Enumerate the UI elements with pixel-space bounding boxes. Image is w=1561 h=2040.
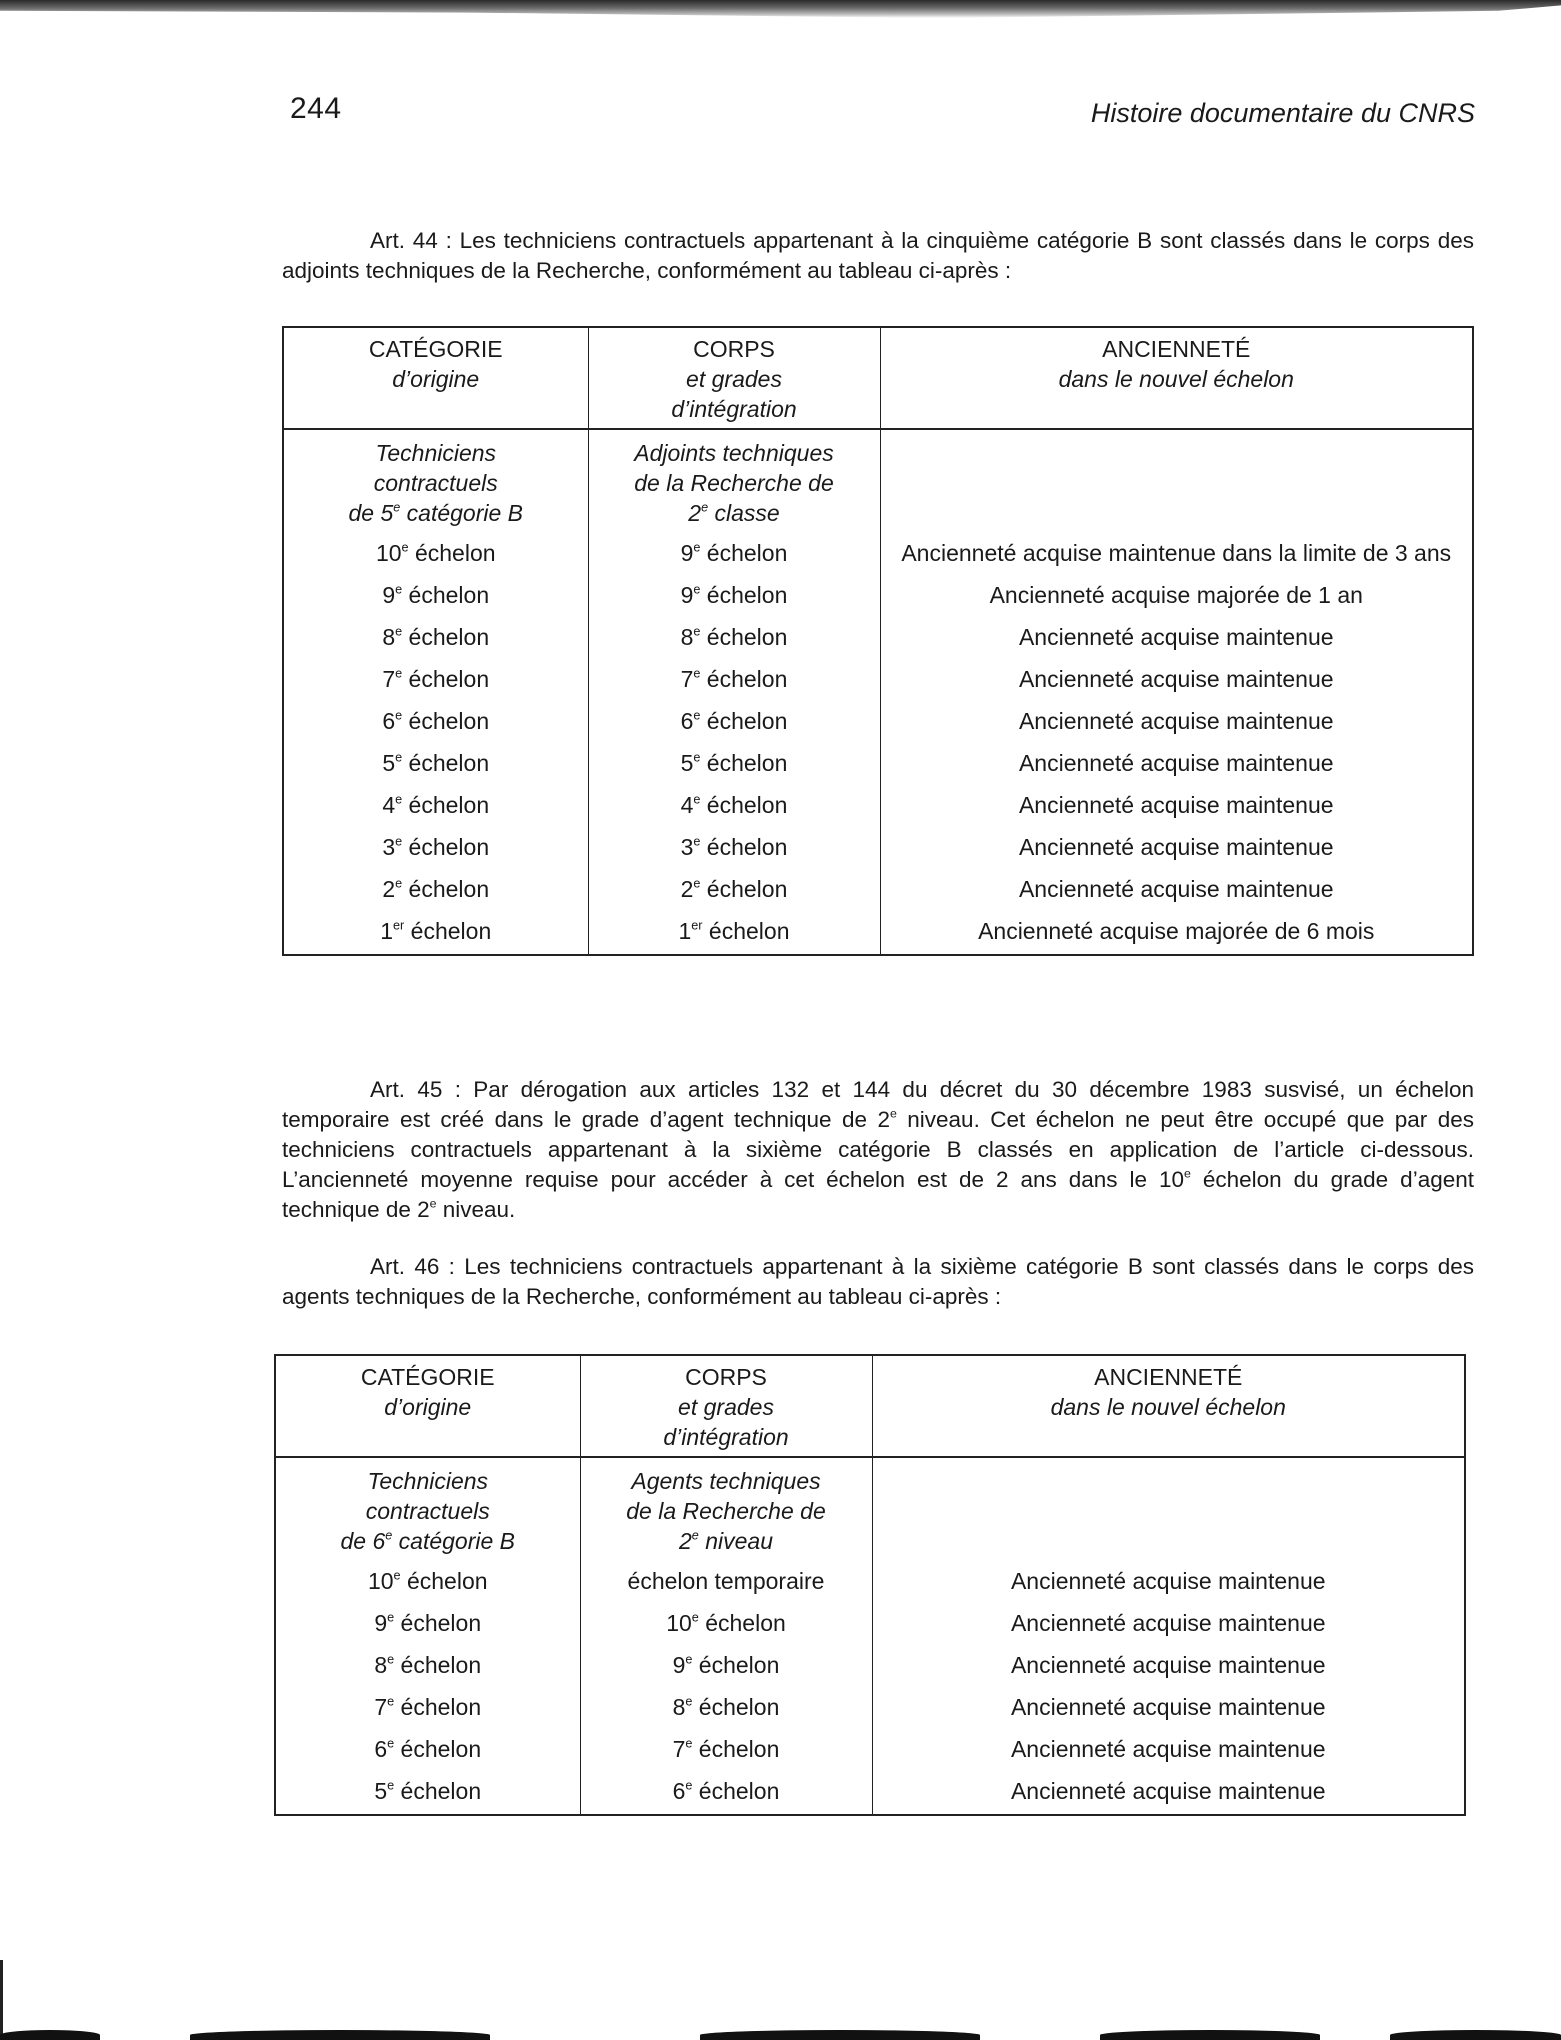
cell-corps: 1er échelon [588, 910, 880, 955]
header-corps: CORPS et grades d’intégration [588, 327, 880, 429]
cell-origin: 8e échelon [283, 616, 588, 658]
scan-edge-left [0, 1960, 3, 2040]
table-header-row [275, 1355, 1465, 1457]
cell-corps: 3e échelon [588, 826, 880, 868]
cell-origin: 6e échelon [275, 1728, 580, 1770]
cell-anciennete: Ancienneté acquise majorée de 6 mois [880, 910, 1473, 955]
scan-edge-bottom [0, 2030, 100, 2040]
cell-anciennete: Ancienneté acquise maintenue [872, 1560, 1465, 1602]
cell-origin: 5e échelon [275, 1770, 580, 1815]
scan-edge-bottom [700, 2030, 980, 2040]
cell-origin: 4e échelon [283, 784, 588, 826]
cell-origin: 10e échelon [275, 1560, 580, 1602]
cell-corps: 9e échelon [588, 532, 880, 574]
header-categorie: CATÉGORIE d’origine [283, 327, 588, 429]
page-number: 244 [290, 92, 342, 125]
cell-corps: 9e échelon [588, 574, 880, 616]
header-anciennete: ANCIENNETÉ dans le nouvel échelon [880, 327, 1473, 429]
cell-origin: 7e échelon [283, 658, 588, 700]
table-row [275, 1770, 1465, 1815]
group-anciennete [880, 429, 1473, 532]
article-44 [282, 226, 1474, 286]
scan-edge-bottom [190, 2030, 490, 2040]
cell-anciennete: Ancienneté acquise maintenue [872, 1728, 1465, 1770]
group-origin: Techniciens contractuels de 6e catégorie B [275, 1457, 580, 1560]
cell-origin: 9e échelon [283, 574, 588, 616]
cell-corps: 9e échelon [580, 1644, 872, 1686]
table-row [275, 1728, 1465, 1770]
cell-origin: 5e échelon [283, 742, 588, 784]
cell-corps: 10e échelon [580, 1602, 872, 1644]
table-row [283, 616, 1473, 658]
table-row [283, 826, 1473, 868]
group-origin: Techniciens contractuels de 5e catégorie B [283, 429, 588, 532]
cell-origin: 6e échelon [283, 700, 588, 742]
cell-anciennete: Ancienneté acquise maintenue [872, 1686, 1465, 1728]
cell-corps: 6e échelon [588, 700, 880, 742]
article-45: Art. 45 : Par dérogation aux articles 132 et 144 du décret du 30 décembre 1983 susvisé, un échelon temporaire est créé dans le grade d’agent technique de 2e niveau. Cet échelon ne peut être occupé que par des techniciens contractuels appartenant à la sixième catégorie B classés en application de l’article ci-dessous. L’ancienneté moyenne requise pour accéder à cet échelon est de 2 ans dans le 10e échelon du grade d’agent technique de 2e niveau. [282, 1077, 1474, 1222]
cell-anciennete: Ancienneté acquise maintenue [880, 616, 1473, 658]
cell-anciennete: Ancienneté acquise maintenue [880, 868, 1473, 910]
cell-corps: 8e échelon [580, 1686, 872, 1728]
cell-anciennete: Ancienneté acquise maintenue [872, 1644, 1465, 1686]
table-row [283, 700, 1473, 742]
cell-corps: 5e échelon [588, 742, 880, 784]
cell-corps: 8e échelon [588, 616, 880, 658]
cell-anciennete: Ancienneté acquise maintenue dans la limite de 3 ans [880, 532, 1473, 574]
cell-corps: 2e échelon [588, 868, 880, 910]
cell-corps: 4e échelon [588, 784, 880, 826]
scan-edge-bottom [1390, 2030, 1561, 2040]
table-row [283, 658, 1473, 700]
cell-origin: 7e échelon [275, 1686, 580, 1728]
cell-anciennete: Ancienneté acquise maintenue [872, 1602, 1465, 1644]
cell-origin: 1er échelon [283, 910, 588, 955]
scan-edge-bottom [1100, 2030, 1320, 2040]
group-anciennete [872, 1457, 1465, 1560]
group-corps: Agents techniques de la Recherche de 2e niveau [580, 1457, 872, 1560]
group-corps: Adjoints techniques de la Recherche de 2e classe [588, 429, 880, 532]
scan-edge-top [0, 0, 1561, 18]
table-row [283, 910, 1473, 955]
header-anciennete: ANCIENNETÉ dans le nouvel échelon [872, 1355, 1465, 1457]
cell-corps: 7e échelon [588, 658, 880, 700]
cell-origin: 8e échelon [275, 1644, 580, 1686]
table-article-44 [282, 326, 1474, 956]
cell-anciennete: Ancienneté acquise maintenue [880, 700, 1473, 742]
cell-anciennete: Ancienneté acquise maintenue [872, 1770, 1465, 1815]
table-row [283, 784, 1473, 826]
table-row [275, 1560, 1465, 1602]
table-row [275, 1686, 1465, 1728]
cell-corps: 7e échelon [580, 1728, 872, 1770]
table-row [283, 742, 1473, 784]
table-header-row [283, 327, 1473, 429]
cell-anciennete: Ancienneté acquise maintenue [880, 784, 1473, 826]
cell-anciennete: Ancienneté acquise maintenue [880, 658, 1473, 700]
article-44-text: Art. 44 : Les techniciens contractuels appartenant à la cinquième catégorie B sont classés dans le corps des adjoints techniques de la Recherche, conformément au tableau ci-après : [282, 228, 1474, 283]
table-group-row [275, 1457, 1465, 1560]
running-head: Histoire documentaire du CNRS [1090, 98, 1475, 128]
table-row [275, 1602, 1465, 1644]
table-row [283, 532, 1473, 574]
cell-corps: échelon temporaire [580, 1560, 872, 1602]
table-row [275, 1644, 1465, 1686]
header-categorie: CATÉGORIE d’origine [275, 1355, 580, 1457]
cell-anciennete: Ancienneté acquise maintenue [880, 742, 1473, 784]
table-group-row [283, 429, 1473, 532]
cell-origin: 9e échelon [275, 1602, 580, 1644]
article-46-text: Art. 46 : Les techniciens contractuels appartenant à la sixième catégorie B sont classés dans le corps des agents techniques de la Recherche, conformément au tableau ci-après : [282, 1254, 1474, 1309]
table-row [283, 574, 1473, 616]
article-46 [282, 1252, 1474, 1312]
cell-anciennete: Ancienneté acquise majorée de 1 an [880, 574, 1473, 616]
cell-origin: 2e échelon [283, 868, 588, 910]
cell-origin: 3e échelon [283, 826, 588, 868]
table-row [283, 868, 1473, 910]
header-corps: CORPS et grades d’intégration [580, 1355, 872, 1457]
table-article-46 [274, 1354, 1466, 1816]
cell-origin: 10e échelon [283, 532, 588, 574]
cell-corps: 6e échelon [580, 1770, 872, 1815]
cell-anciennete: Ancienneté acquise maintenue [880, 826, 1473, 868]
